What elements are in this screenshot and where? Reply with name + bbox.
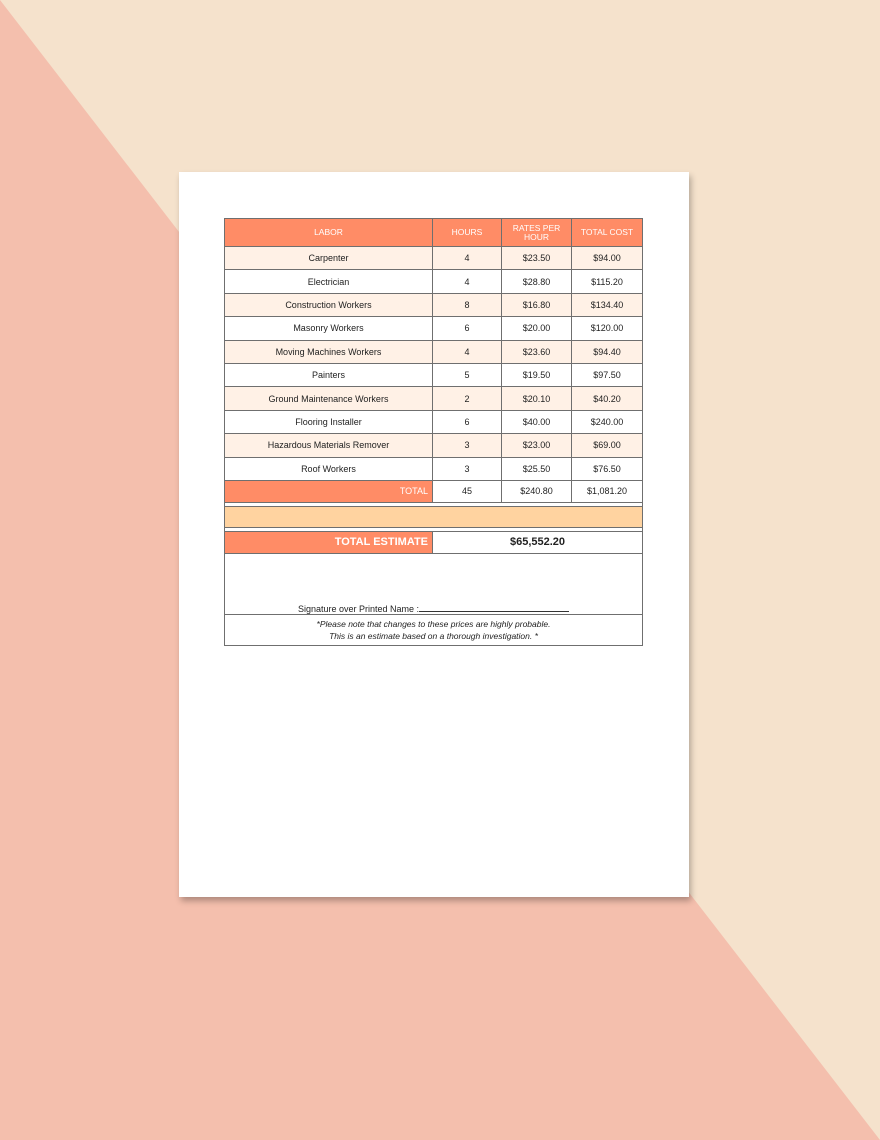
- table-row: [225, 293, 643, 316]
- total-estimate-label: TOTAL ESTIMATE: [225, 531, 433, 553]
- rate-cell: $23.50: [502, 247, 572, 270]
- table-header-row: [225, 219, 643, 247]
- note-line-2: This is an estimate based on a thorough investigation. *: [329, 630, 538, 641]
- labor-cell: Ground Maintenance Workers: [225, 387, 433, 410]
- cost-cell: $94.40: [572, 340, 643, 363]
- labor-cell: Hazardous Materials Remover: [225, 434, 433, 457]
- hours-cell: 8: [433, 293, 502, 316]
- labor-cell: Roof Workers: [225, 457, 433, 480]
- table-row: [225, 247, 643, 270]
- hours-cell: 4: [433, 270, 502, 293]
- empty-band-row: [225, 506, 643, 527]
- cost-cell: $76.50: [572, 457, 643, 480]
- labor-cell: Flooring Installer: [225, 410, 433, 433]
- labor-cell: Construction Workers: [225, 293, 433, 316]
- rate-cell: $20.00: [502, 317, 572, 340]
- hours-cell: 6: [433, 410, 502, 433]
- cost-cell: $120.00: [572, 317, 643, 340]
- header-labor: LABOR: [225, 219, 433, 247]
- hours-cell: 3: [433, 434, 502, 457]
- total-hours: 45: [433, 480, 502, 502]
- hours-cell: 4: [433, 247, 502, 270]
- cost-cell: $134.40: [572, 293, 643, 316]
- total-label: TOTAL: [225, 480, 433, 502]
- note-line-1: *Please note that changes to these prices are highly probable.: [316, 618, 551, 629]
- cost-cell: $115.20: [572, 270, 643, 293]
- rate-cell: $20.10: [502, 387, 572, 410]
- rate-cell: $23.60: [502, 340, 572, 363]
- total-estimate-row: [225, 531, 643, 553]
- estimate-sheet: [179, 172, 689, 897]
- hours-cell: 6: [433, 317, 502, 340]
- labor-estimate-table: [224, 218, 643, 646]
- rate-cell: $40.00: [502, 410, 572, 433]
- table-row: [225, 363, 643, 386]
- total-rate: $240.80: [502, 480, 572, 502]
- table-row: [225, 434, 643, 457]
- cost-cell: $94.00: [572, 247, 643, 270]
- cost-cell: $40.20: [572, 387, 643, 410]
- header-hours: HOURS: [433, 219, 502, 247]
- hours-cell: 4: [433, 340, 502, 363]
- total-estimate-value: $65,552.20: [433, 531, 643, 553]
- total-cost: $1,081.20: [572, 480, 643, 502]
- labor-cell: Carpenter: [225, 247, 433, 270]
- cost-cell: $240.00: [572, 410, 643, 433]
- signature-label: Signature over Printed Name :: [297, 603, 420, 614]
- rate-cell: $23.00: [502, 434, 572, 457]
- rate-cell: $19.50: [502, 363, 572, 386]
- table-row: [225, 410, 643, 433]
- hours-cell: 3: [433, 457, 502, 480]
- table-row: [225, 270, 643, 293]
- cost-cell: $69.00: [572, 434, 643, 457]
- labor-cell: Painters: [225, 363, 433, 386]
- table-row: [225, 387, 643, 410]
- labor-cell: Electrician: [225, 270, 433, 293]
- table-row: [225, 457, 643, 480]
- signature-line: [419, 603, 569, 612]
- total-row: [225, 480, 643, 502]
- table-row: [225, 340, 643, 363]
- labor-cell: Moving Machines Workers: [225, 340, 433, 363]
- signature-row: [225, 553, 643, 614]
- table-row: [225, 317, 643, 340]
- rate-cell: $25.50: [502, 457, 572, 480]
- header-total-cost: TOTAL COST: [572, 219, 643, 247]
- labor-cell: Masonry Workers: [225, 317, 433, 340]
- header-rates-per-hour: RATES PER HOUR: [502, 219, 572, 247]
- rate-cell: $28.80: [502, 270, 572, 293]
- rate-cell: $16.80: [502, 293, 572, 316]
- cost-cell: $97.50: [572, 363, 643, 386]
- hours-cell: 2: [433, 387, 502, 410]
- hours-cell: 5: [433, 363, 502, 386]
- note-row: [225, 614, 643, 645]
